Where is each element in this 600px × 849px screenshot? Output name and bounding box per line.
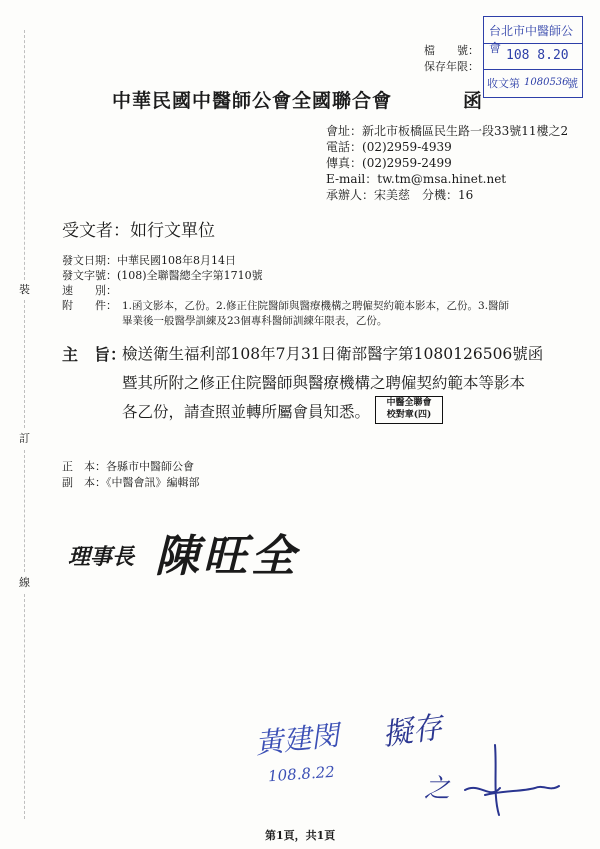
subject-label: 主 旨： (62, 345, 127, 364)
dispatch-no-row (62, 269, 263, 283)
copy-recipient: 《中醫會訊》編輯部 (106, 476, 200, 489)
handler-value: 宋美慈 分機：16 (374, 188, 474, 202)
speed-row (62, 284, 117, 298)
dispatch-no: (108)全聯醫總全字第1710號 (117, 269, 263, 282)
binding-line-mid (24, 300, 26, 428)
address-row (326, 124, 568, 139)
chairman-title: 理事長 (68, 544, 135, 570)
retention-label: 保存年限： (424, 60, 479, 73)
recipient-value: 如行文單位 (130, 221, 215, 241)
handwritten-scribble (455, 740, 565, 820)
stamp-org: 台北市中醫師公會 (489, 24, 574, 55)
fax-label: 傳真： (326, 156, 363, 170)
email-label: E-mail： (326, 172, 378, 186)
receipt-stamp (483, 16, 583, 98)
handwritten-date: 108.8.22 (267, 762, 336, 786)
org-title: 中華民國中醫師公會全國聯合會 (112, 90, 393, 112)
binding-line-low (24, 450, 26, 572)
address-label: 會址： (326, 124, 363, 138)
binding-line-bottom (24, 594, 26, 819)
subject-line-1: 檢送衛生福利部108年7月31日衛部醫字第1080126506號函 (122, 345, 544, 363)
fax-value: (02)2959-2499 (362, 156, 452, 170)
dispatch-date-row (62, 254, 236, 268)
side-mark-line: 線 (19, 576, 30, 589)
dispatch-date: 中華民國108年8月14日 (117, 254, 236, 267)
subject-line-2: 暨其所附之修正住院醫師與醫療機構之聘僱契約範本等影本 (122, 374, 526, 392)
copy-recipient-row (62, 476, 200, 490)
recipient (62, 216, 215, 241)
handler-label: 承辦人： (326, 188, 375, 202)
doc-type: 函 (463, 90, 483, 112)
handwritten-name: 黃建閔 (253, 718, 341, 761)
phone-value: (02)2959-4939 (362, 140, 452, 154)
proofread-seal (375, 396, 443, 424)
attachment-line-2: 畢業後一般醫學訓練及23個專科醫師訓練年限表，乙份。 (122, 315, 388, 327)
handler-row (326, 188, 473, 203)
handwritten-mark: 之 (424, 774, 451, 804)
stamp-receive-suffix: 號 (567, 77, 578, 90)
email-row (326, 172, 506, 187)
page-number: 第1頁，共1頁 (265, 829, 336, 842)
seal-line-2: 校對章(四) (386, 410, 432, 420)
dispatch-no-label: 發文字號： (62, 269, 117, 282)
handwritten-note: 擬存 (380, 709, 445, 753)
chairman-name: 陳旺全 (155, 531, 299, 582)
stamp-receive-label: 收文第 (487, 77, 520, 90)
recipient-label: 受文者： (62, 221, 130, 241)
stamp-date: 108 8.20 (506, 48, 569, 63)
binding-line-top (24, 30, 26, 280)
email-value: tw.tm@msa.hinet.net (377, 172, 507, 186)
phone-label: 電話： (326, 140, 363, 154)
fax-row (326, 156, 452, 171)
seal-line-1: 中醫全聯會 (386, 398, 432, 408)
main-recipient-row (62, 460, 194, 474)
dispatch-date-label: 發文日期： (62, 254, 117, 267)
stamp-receive-no: 1080536 (524, 77, 569, 88)
file-no-label: 檔 號： (424, 44, 479, 57)
side-mark-bind: 裝 (19, 283, 30, 296)
attachment-label: 附 件： (62, 299, 117, 312)
main-recipient: 各縣市中醫師公會 (106, 460, 194, 473)
copy-recipient-label: 副 本： (62, 476, 106, 489)
subject-line-3: 各乙份，請查照並轉所屬會員知悉。 (122, 403, 371, 421)
address-value: 新北市板橋區民生路一段33號11樓之2 (362, 124, 569, 138)
side-mark-order: 訂 (19, 432, 30, 445)
speed-label: 速 別： (62, 284, 117, 297)
phone-row (326, 140, 452, 155)
main-recipient-label: 正 本： (62, 460, 106, 473)
attachment-line-1: 1.函文影本，乙份。2.修正住院醫師與醫療機構之聘僱契約範本影本，乙份。3.醫師 (122, 300, 510, 312)
